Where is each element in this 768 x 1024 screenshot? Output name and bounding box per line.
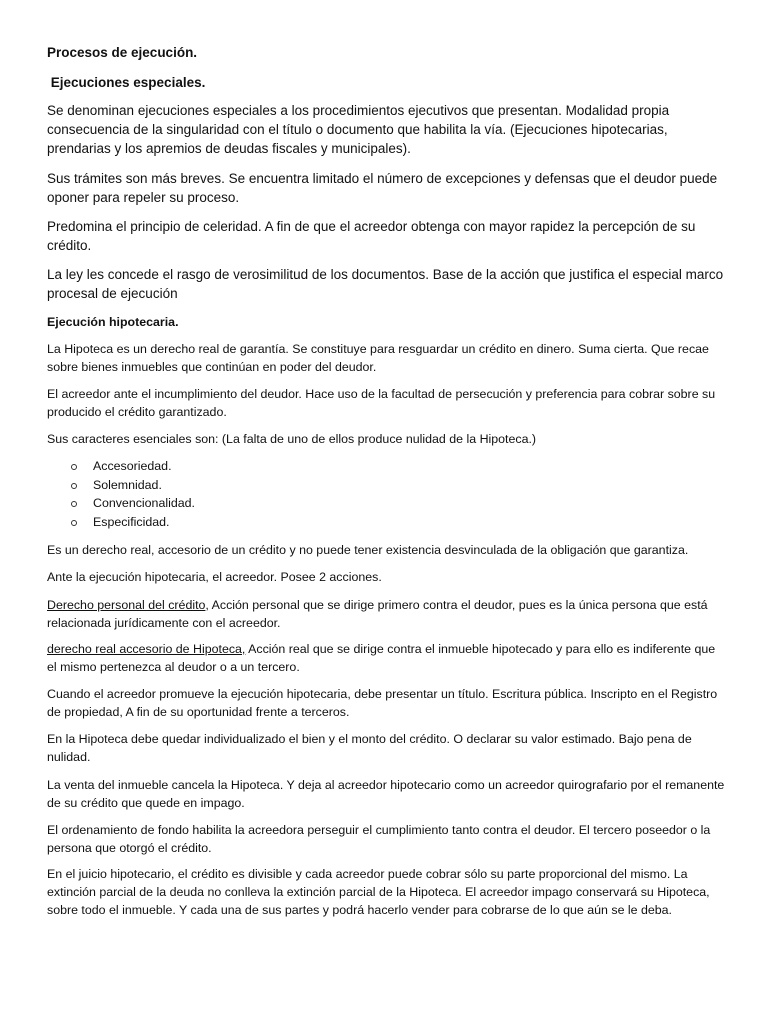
paragraph: En el juicio hipotecario, el crédito es divisible y cada acreedor puede cobrar sólo su parte proporcional del mismo. La extinción parcial de la deuda no conlleva la extinción parcial de la Hipoteca. El acreedor impago conservará su Hipoteca, sobre todo el inmueble. Y cada una de sus partes y podrá hacerlo vender para cobrarse de lo que aún se le deba. [47, 867, 710, 918]
paragraph-text: Acción real que se dirige contra el inmueble hipotecado y para ello es indiferente que el mismo pertenezca al deudor o a un tercero. [47, 642, 716, 675]
paragraph: El acreedor ante el incumplimiento del deudor. Hace uso de la facultad de persecución y preferencia para cobrar sobre su producido el crédito garantizado. [47, 387, 716, 420]
list-item-text: Convencionalidad. [93, 496, 195, 510]
paragraph: Se denominan ejecuciones especiales a los procedimientos ejecutivos que presentan. Modalidad propia consecuencia de la singularidad con el título o documento que habilita la vía. (Ejecuciones hipotecarias, prendarias y los apremios de deudas fiscales y municipales). [47, 103, 670, 157]
underlined-term: Derecho personal del crédito [47, 598, 206, 612]
underlined-term: derecho real accesorio de Hipoteca, [47, 642, 246, 656]
paragraph: El ordenamiento de fondo habilita la acreedora perseguir el cumplimiento tanto contra el deudor. El tercero poseedor o la persona que otorgó el crédito. [47, 823, 711, 856]
list-item [71, 513, 195, 532]
paragraph: La Hipoteca es un derecho real de garantía. Se constituye para resguardar un crédito en dinero. Suma cierta. Que recae sobre bienes inmuebles que continúan en poder del deudor. [47, 342, 709, 375]
bullet-icon [71, 483, 77, 489]
list-item-text: Especificidad. [93, 514, 170, 529]
paragraph: En la Hipoteca debe quedar individualizado el bien y el monto del crédito. O declarar su valor estimado. Bajo pena de nulidad. [47, 732, 692, 765]
paragraph: Sus trámites son más breves. Se encuentra limitado el número de excepciones y defensas que el deudor puede oponer para repeler su proceso. [47, 171, 718, 206]
paragraph-text: , Acción personal que se dirige primero contra el deudor, pues es la única persona que está relacionada jurídicamente con el acreedor. [47, 598, 708, 631]
list-item [71, 494, 195, 513]
list-item-text: Accesoriedad. [93, 459, 172, 473]
paragraph: Es un derecho real, accesorio de un crédito y no puede tener existencia desvinculada de la obligación que garantiza. [47, 543, 689, 557]
section-heading: Ejecución hipotecaria. [47, 315, 179, 329]
characteristics-list [71, 457, 195, 531]
paragraph [47, 640, 727, 676]
bullet-icon [71, 520, 77, 526]
list-item [71, 476, 195, 495]
bullet-icon [71, 501, 77, 507]
bullet-icon [71, 464, 77, 470]
paragraph [47, 596, 727, 632]
paragraph: Sus caracteres esenciales son: (La falta de uno de ellos produce nulidad de la Hipoteca.) [47, 432, 537, 446]
list-item-text: Solemnidad. [93, 477, 162, 492]
paragraph: Cuando el acreedor promueve la ejecución hipotecaria, debe presentar un título. Escritura pública. Inscripto en el Registro de propiedad, A fin de su oportunidad frente a terceros. [47, 687, 718, 720]
paragraph: Ante la ejecución hipotecaria, el acreedor. Posee 2 acciones. [47, 570, 382, 584]
document-title: Procesos de ejecución. [47, 45, 198, 60]
paragraph: Predomina el principio de celeridad. A fin de que el acreedor obtenga con mayor rapidez la percepción de su crédito. [47, 219, 696, 254]
document-subtitle: Ejecuciones especiales. [47, 75, 206, 90]
paragraph: La ley les concede el rasgo de verosimilitud de los documentos. Base de la acción que justifica el especial marco procesal de ejecución [47, 267, 724, 302]
list-item [71, 457, 195, 476]
paragraph: La venta del inmueble cancela la Hipoteca. Y deja al acreedor hipotecario como un acreedor quirografario por el remanente de su crédito que quede en impago. [47, 778, 725, 811]
